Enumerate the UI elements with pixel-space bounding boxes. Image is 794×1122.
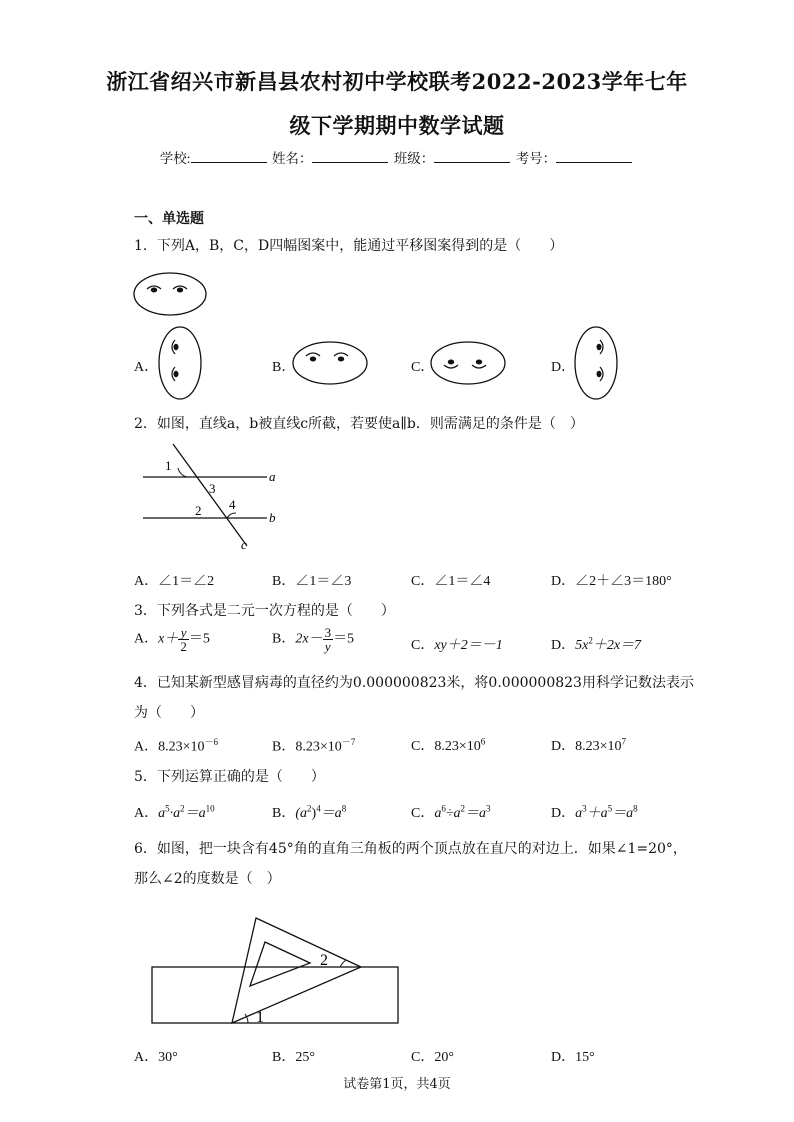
q5-c-e1: 6 (441, 803, 446, 814)
q6-option-b: B．25° (272, 1050, 315, 1065)
q5-b-e3: 8 (341, 803, 347, 814)
section-title: 一、单选题 (134, 211, 204, 227)
q2-angle-4-label: 4 (229, 497, 236, 512)
q5-a-t2: ·a (169, 806, 181, 821)
q5-a-t1: a (158, 806, 166, 821)
q4-option-c (411, 735, 485, 755)
q6-angle-2-label: 2 (320, 952, 328, 969)
q6-option-a: A．30° (134, 1050, 178, 1065)
page-title-line2: 级下学期期中数学试题 (289, 113, 505, 138)
question-1-stem: 1．下列A，B，C，D四幅图案中，能通过平移图案得到的是（ ） (134, 238, 564, 254)
q4-a-label: A． (134, 739, 159, 755)
q5-option-a (134, 802, 215, 822)
q1-option-d-label: D． (551, 360, 576, 375)
q2-line-c-label: c (241, 537, 247, 552)
q3-option-d (551, 634, 641, 654)
q5-d-e3: 8 (633, 803, 638, 814)
q5-d-t2: ＋a (586, 806, 608, 821)
q3-b-term: 2x－ (295, 631, 323, 647)
question-3-stem: 3．下列各式是二元一次方程的是（ ） (134, 603, 395, 619)
q3-option-b-label: B． (272, 631, 296, 647)
q3-option-c (411, 634, 503, 654)
question-6-stem-line1: 6．如图，把一块含有45°角的直角三角板的两个顶点放在直尺的对边上．如果∠1=20°， (134, 841, 687, 857)
q2-angle-1-label: 1 (165, 458, 172, 473)
q5-d-e2: 5 (607, 803, 613, 814)
page-title-line1: 浙江省绍兴市新昌县农村初中学校联考2022-2023学年七年 (106, 69, 688, 94)
q5-b-e2: 4 (316, 803, 321, 814)
q3-b-rhs: ＝5 (333, 631, 355, 647)
q4-a-exponent: －6 (204, 737, 219, 747)
q5-d-t1: a (575, 806, 583, 821)
q4-option-b (272, 735, 355, 756)
q4-b-label: B． (272, 739, 296, 755)
name-blank[interactable] (312, 150, 388, 163)
q5-b-e1: 2 (307, 803, 312, 814)
q4-d-label: D． (551, 739, 576, 754)
q5-option-c (411, 802, 491, 822)
q4-b-exponent: －7 (341, 737, 356, 747)
q3-a-numerator: y (178, 626, 189, 640)
question-2-stem: 2．如图，直线a，b被直线c所截，若要使a∥b．则需满足的条件是（ ） (134, 416, 584, 432)
q5-b-t1: (a (295, 806, 308, 821)
q2-line-a-label: a (269, 469, 276, 484)
q5-a-label: A． (134, 806, 159, 821)
q3-option-a (134, 626, 210, 653)
page-footer: 试卷第1页，共4页 (343, 1077, 451, 1092)
q1-option-a-label: A． (134, 360, 159, 375)
q3-c-expression: xy＋2＝－1 (434, 638, 503, 653)
q5-a-e2: 2 (180, 803, 185, 814)
q6-angle-1-label: 1 (256, 1009, 264, 1026)
q5-b-t3: ＝a (320, 806, 342, 821)
q3-a-term: x＋ (158, 631, 179, 647)
question-4-stem-line2: 为（ ） (134, 705, 204, 721)
q1-option-b-figure (290, 338, 372, 388)
q3-b-numerator: 3 (324, 625, 332, 640)
q3-a-denominator: 2 (180, 639, 187, 654)
q4-option-a (134, 735, 218, 756)
q1-original-face-figure (132, 270, 212, 320)
q6-option-d: D．15° (551, 1050, 595, 1065)
q3-a-fraction (178, 626, 189, 653)
q4-option-d (551, 735, 626, 755)
q5-option-d (551, 802, 638, 822)
exam-number-label: 考号： (515, 151, 557, 166)
q6-ruler-triangle-figure (140, 910, 410, 1035)
q1-option-b-label: B． (272, 360, 296, 375)
q5-b-label: B． (272, 806, 296, 821)
school-label: 学校: (159, 151, 191, 166)
q2-parallel-lines-figure (135, 440, 285, 555)
q5-c-t1: a (434, 806, 442, 821)
question-5-stem: 5．下列运算正确的是（ ） (134, 769, 325, 785)
question-4-stem-line1: 4．已知某新型感冒病毒的直径约为0.000000823米，将0.000000823用科学记数法表示 (134, 675, 694, 691)
q2-option-d: D．∠2＋∠3＝180° (551, 574, 672, 589)
q5-b-t2: ) (311, 806, 317, 821)
q5-option-b (272, 802, 346, 822)
question-6-stem-line2: 那么∠2的度数是（ ） (134, 871, 281, 887)
q3-option-b (272, 626, 354, 653)
q5-d-e1: 3 (582, 803, 587, 814)
q2-option-a: A．∠1＝∠2 (134, 574, 215, 589)
q3-b-denominator: y (324, 639, 331, 654)
q1-option-a-figure (156, 325, 206, 401)
q5-a-e3: 10 (205, 803, 215, 814)
q4-d-base: 8.23×10 (575, 739, 622, 754)
q3-option-d-label: D． (551, 638, 576, 653)
q4-c-exponent: 6 (480, 736, 486, 747)
q2-option-c: C．∠1＝∠4 (411, 574, 491, 589)
q4-a-base: 8.23×10 (158, 739, 205, 755)
q5-a-t3: ＝a (184, 806, 206, 821)
class-blank[interactable] (434, 150, 510, 163)
student-info-line (0, 147, 794, 167)
q2-angle-3-label: 3 (209, 481, 216, 496)
q4-c-label: C． (411, 739, 435, 754)
q4-b-base: 8.23×10 (295, 739, 342, 755)
q1-option-c-label: C． (411, 360, 435, 375)
q5-c-e2: 2 (460, 803, 466, 814)
q5-c-label: C． (411, 806, 435, 821)
q5-d-t3: ＝a (612, 806, 634, 821)
class-label: 班级： (393, 151, 435, 166)
q1-option-d-figure (571, 325, 621, 401)
q3-option-c-label: C． (411, 638, 435, 653)
q3-option-a-label: A． (134, 631, 159, 647)
q4-c-base: 8.23×10 (434, 739, 481, 754)
school-blank[interactable] (191, 150, 267, 163)
q3-b-fraction (323, 626, 334, 653)
q3-d-rest: ＋2x＝7 (592, 638, 642, 653)
q3-a-rhs: ＝5 (188, 631, 210, 647)
exam-number-blank[interactable] (556, 150, 632, 163)
name-label: 姓名： (271, 151, 313, 166)
q2-angle-2-label: 2 (195, 503, 202, 518)
q5-c-t2: ÷a (445, 806, 461, 821)
q3-d-term: 5x (575, 638, 589, 653)
q5-c-t3: ＝a (465, 806, 487, 821)
q5-c-e3: 3 (486, 803, 491, 814)
q5-a-e1: 5 (165, 803, 170, 814)
q3-d-exponent: 2 (588, 635, 593, 646)
q2-line-b-label: b (269, 510, 276, 525)
q2-option-b: B．∠1＝∠3 (272, 574, 352, 589)
q6-option-c: C．20° (411, 1050, 454, 1065)
q1-option-c-figure (428, 338, 510, 388)
q4-d-exponent: 7 (621, 736, 627, 747)
q5-d-label: D． (551, 806, 576, 821)
